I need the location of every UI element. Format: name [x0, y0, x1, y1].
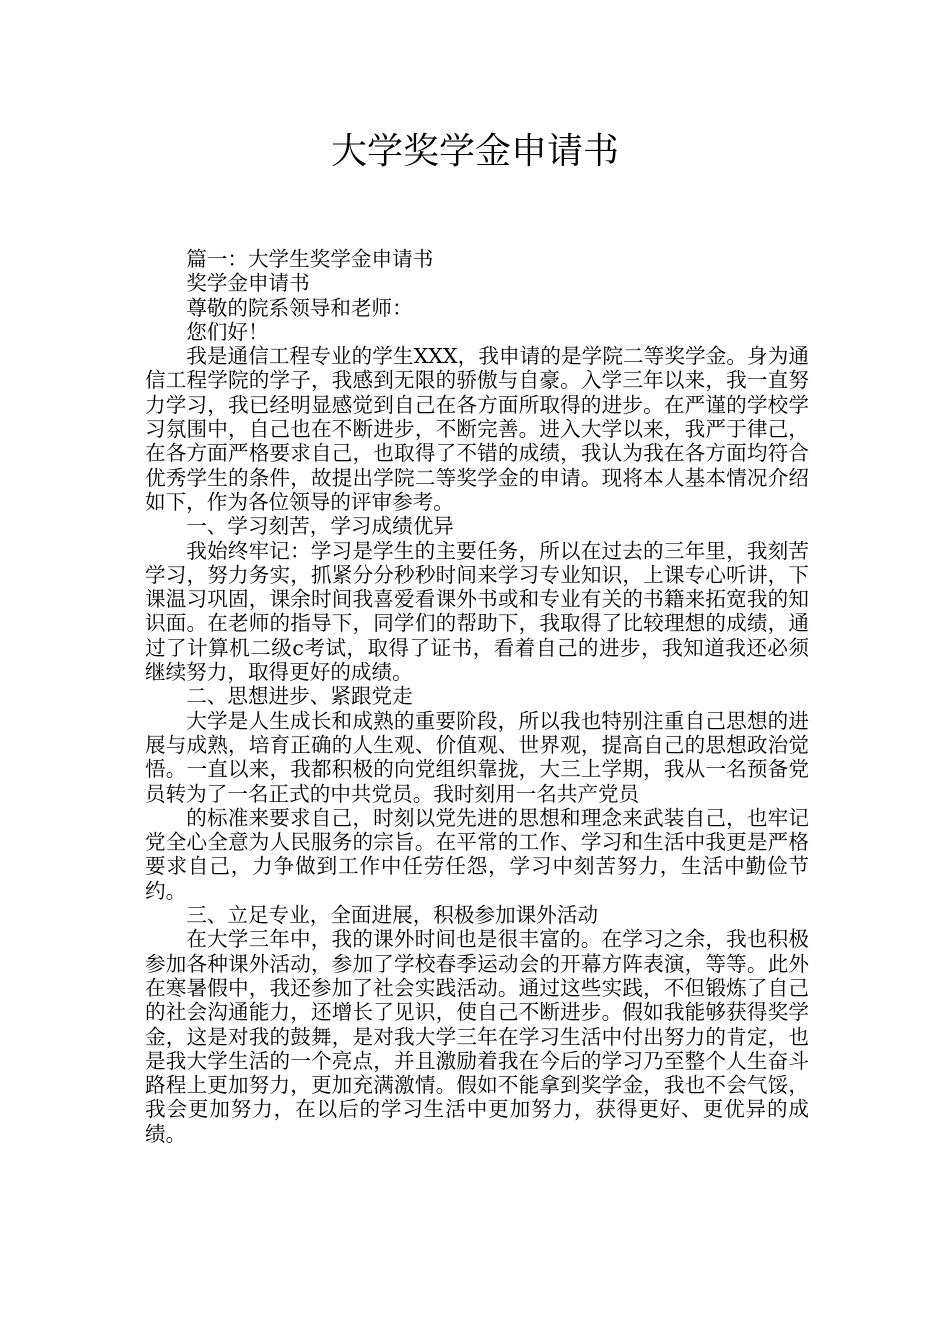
- section-heading-activities: 三、立足专业，全面进展，积极参加课外活动: [186, 903, 599, 928]
- greeting: 您们好！: [186, 319, 269, 344]
- paragraph-ideology: 大学是人生成长和成熟的重要阶段，所以我也特别注重自己思想的进展与成熟，培育正确的人生观、价值观、世界观，提高自己的思想政治觉悟。一直以来，我都积极的向党组织靠拢，大三上学期，我从一名预备党员转为了一名正式的中共党员。我时刻用一名共产党员: [145, 708, 809, 806]
- section-heading-ideology: 二、思想进步、紧跟党走: [186, 684, 413, 709]
- heading-part-one: 篇一：大学生奖学金申请书: [186, 247, 434, 271]
- paragraph-study: 我始终牢记：学习是学生的主要任务，所以在过去的三年里，我刻苦学习，努力务实，抓紧分分秒秒时间来学习专业知识，上课专心听讲，下课温习巩固，课余时间我喜爱看课外书或和专业有关的书籍来拓宽我的知识面。在老师的指导下，同学们的帮助下，我取得了比较理想的成绩，通过了计算机二级c考试，取得了证书，看着自己的进步，我知道我还必须继续努力，取得更好的成绩。: [145, 538, 809, 685]
- document-body: [145, 247, 809, 1146]
- subheading-application: 奖学金申请书: [186, 271, 310, 296]
- paragraph-ideology-continued: 的标准来要求自己，时刻以党先进的思想和理念来武装自己，也牢记党全心全意为人民服务的宗旨。在平常的工作、学习和生活中我更是严格要求自己，力争做到工作中任劳任怨，学习中刻苦努力，生活中勤俭节约。: [145, 805, 809, 903]
- paragraph-activities: 在大学三年中，我的课外时间也是很丰富的。在学习之余，我也积极参加各种课外活动，参加了学校春季运动会的开幕方阵表演，等等。此外在寒暑假中，我还参加了社会实践活动。通过这些实践，不但锻炼了自己的社会沟通能力，还增长了见识，使自己不断进步。假如我能够获得奖学金，这是对我的鼓舞，是对我大学三年在学习生活中付出努力的肯定，也是我大学生活的一个亮点，并且激励着我在今后的学习乃至整个人生奋斗路程上更加努力，更加充满激情。假如不能拿到奖学金，我也不会气馁，我会更加努力，在以后的学习生活中更加努力，获得更好、更优异的成绩。: [145, 927, 809, 1146]
- document-title: 大学奖学金申请书: [330, 131, 619, 172]
- paragraph-introduction: 我是通信工程专业的学生XXX，我申请的是学院二等奖学金。身为通信工程学院的学子，我感到无限的骄傲与自豪。入学三年以来，我一直努力学习，我已经明显感觉到自己在各方面所取得的进步。在严谨的学校学习氛围中，自己也在不断进步，不断完善。进入大学以来，我严于律己，在各方面严格要求自己，也取得了不错的成绩，我认为我在各方面均符合优秀学生的条件，故提出学院二等奖学金的申请。现将本人基本情况介绍如下，作为各位领导的评审参考。: [145, 344, 809, 514]
- salutation: 尊敬的院系领导和老师：: [186, 295, 413, 320]
- section-heading-study: 一、学习刻苦，学习成绩优异: [186, 514, 454, 539]
